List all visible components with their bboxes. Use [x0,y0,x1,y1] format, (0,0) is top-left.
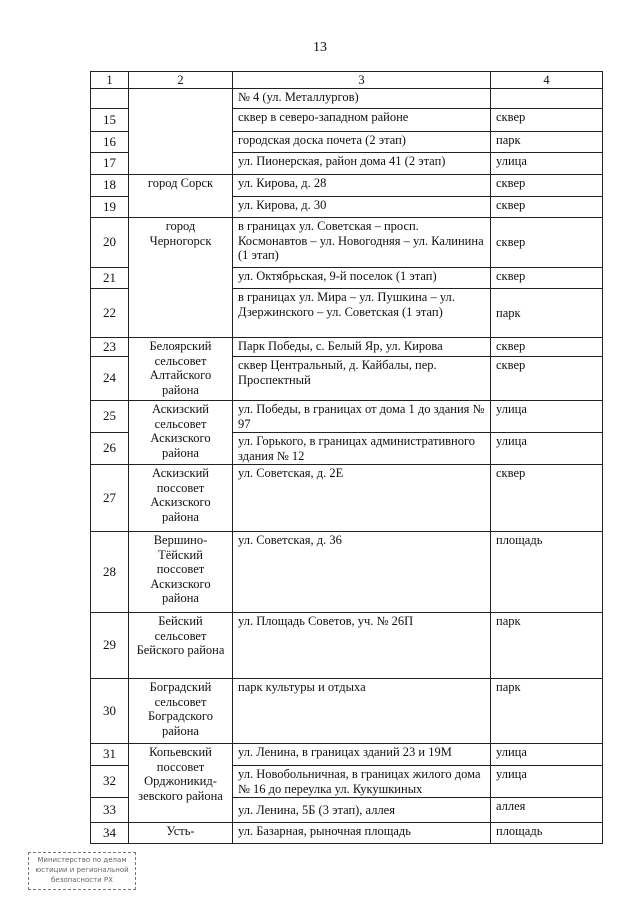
row-number: 23 [91,338,129,357]
object-type-cell: улица [491,433,603,465]
municipality-cell: Аскизский сельсовет Аскизского района [129,401,233,465]
municipality-cell: Аскизский поссовет Аскизского района [129,465,233,532]
header-row [91,72,603,89]
address-cell: № 4 (ул. Металлургов) [233,89,491,109]
row-number: 31 [91,744,129,766]
address-cell: ул. Ленина, 5Б (3 этап), аллея [233,798,491,823]
object-type-cell: улица [491,766,603,798]
municipality-cell: Бейский сельсовет Бейского района [129,613,233,679]
address-cell: ул. Советская, д. 2Е [233,465,491,532]
row-number: 24 [91,357,129,401]
address-cell: ул. Пионерская, район дома 41 (2 этап) [233,153,491,175]
object-type-cell: сквер [491,357,603,401]
row-number: 15 [91,109,129,132]
municipality-cell [129,89,233,175]
object-type-cell: сквер [491,197,603,218]
object-type-cell: сквер [491,338,603,357]
address-cell: ул. Кирова, д. 30 [233,197,491,218]
object-type-cell: парк [491,679,603,744]
row-number: 17 [91,153,129,175]
row-number: 28 [91,532,129,613]
header-col-1: 1 [91,72,129,89]
table-row [91,218,603,268]
row-number: 22 [91,289,129,338]
address-cell: ул. Базарная, рыночная площадь [233,823,491,844]
header-col-3: 3 [233,72,491,89]
table-row [91,613,603,679]
municipality-cell: Копьевский поссовет Орджоникид-зевского района [129,744,233,823]
address-cell: ул. Горького, в границах административного здания № 12 [233,433,491,465]
object-type-cell: площадь [491,532,603,613]
row-number: 18 [91,175,129,197]
table-row [91,532,603,613]
table-row [91,823,603,844]
object-type-cell: сквер [491,268,603,289]
object-type-cell: аллея [491,798,603,823]
row-number [91,89,129,109]
row-number: 25 [91,401,129,433]
address-cell: ул. Октябрьская, 9-й поселок (1 этап) [233,268,491,289]
table-row [91,744,603,766]
municipality-cell: Вершино-Тёйский поссовет Аскизского района [129,532,233,613]
registration-stamp: Министерство по делам юстиции и региональной безопасности РХ [28,852,136,890]
object-type-cell [491,89,603,109]
row-number: 19 [91,197,129,218]
object-type-cell: парк [491,613,603,679]
row-number: 29 [91,613,129,679]
row-number: 30 [91,679,129,744]
table-row [91,401,603,433]
municipality-cell: Усть- [129,823,233,844]
object-type-cell: сквер [491,175,603,197]
table-row [91,679,603,744]
object-type-cell: сквер [491,465,603,532]
header-col-2: 2 [129,72,233,89]
address-cell: городская доска почета (2 этап) [233,132,491,153]
object-type-cell: улица [491,153,603,175]
address-cell: в границах ул. Советская – просп. Космонавтов – ул. Новогодняя – ул. Калинина (1 этап) [233,218,491,268]
row-number: 20 [91,218,129,268]
row-number: 27 [91,465,129,532]
object-type-cell: улица [491,401,603,433]
header-col-4: 4 [491,72,603,89]
table-row [91,465,603,532]
address-cell: ул. Новобольничная, в границах жилого дома № 16 до переулка ул. Кукушкиных [233,766,491,798]
object-type-cell: площадь [491,823,603,844]
row-number: 21 [91,268,129,289]
row-number: 32 [91,766,129,798]
table-row [91,175,603,197]
table-row [91,89,603,109]
object-type-cell: парк [491,289,603,338]
address-cell: в границах ул. Мира – ул. Пушкина – ул. Дзержинского – ул. Советская (1 этап) [233,289,491,338]
municipality-cell: Белоярский сельсовет Алтайского района [129,338,233,401]
row-number: 34 [91,823,129,844]
address-cell: Парк Победы, с. Белый Яр, ул. Кирова [233,338,491,357]
municipality-cell: город Черногорск [129,218,233,338]
address-cell: парк культуры и отдыха [233,679,491,744]
row-number: 33 [91,798,129,823]
address-cell: ул. Победы, в границах от дома 1 до здания № 97 [233,401,491,433]
address-cell: ул. Советская, д. 36 [233,532,491,613]
object-type-cell: улица [491,744,603,766]
address-cell: сквер в северо-западном районе [233,109,491,132]
row-number: 16 [91,132,129,153]
object-type-cell: сквер [491,109,603,132]
row-number: 26 [91,433,129,465]
municipality-cell: Боградский сельсовет Боградского района [129,679,233,744]
address-cell: сквер Центральный, д. Кайбалы, пер. Проспектный [233,357,491,401]
object-type-cell: сквер [491,218,603,268]
address-cell: ул. Кирова, д. 28 [233,175,491,197]
objects-table [90,71,603,844]
object-type-cell: парк [491,132,603,153]
municipality-cell: город Сорск [129,175,233,218]
table-row [91,338,603,357]
address-cell: ул. Ленина, в границах зданий 23 и 19М [233,744,491,766]
address-cell: ул. Площадь Советов, уч. № 26П [233,613,491,679]
page-number: 13 [313,40,327,55]
